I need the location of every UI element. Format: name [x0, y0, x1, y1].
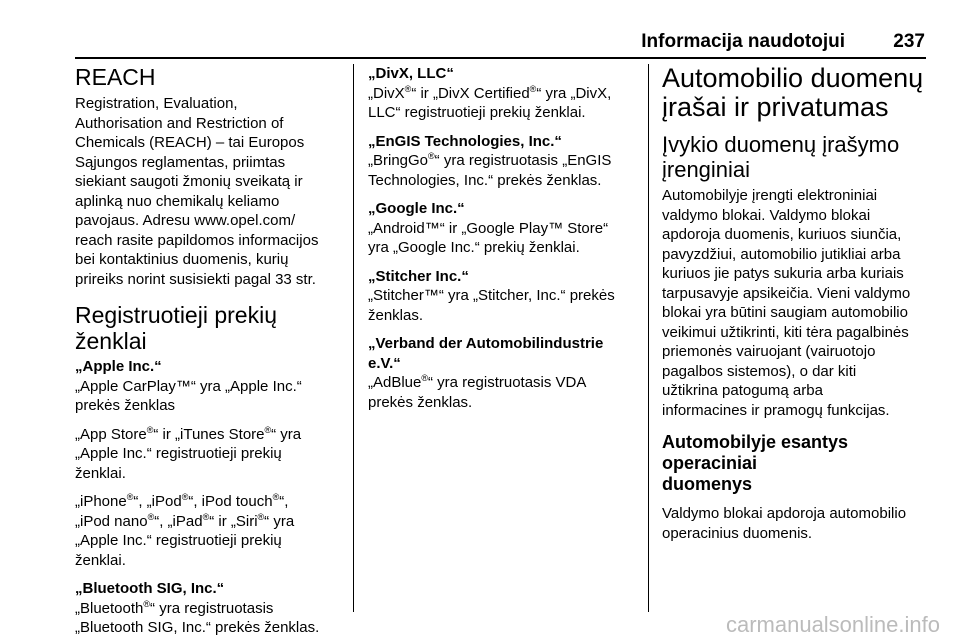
column-1 — [75, 64, 340, 638]
divx-heading: „DivX, LLC“ — [368, 65, 454, 82]
page-number: 237 — [893, 31, 925, 52]
text-line: „BringGo®“ yra registruotasis „EnGIS — [368, 151, 612, 169]
column-2 — [368, 64, 634, 412]
text-line: aplinką nuo chemikalų keliamo — [75, 192, 280, 210]
text-line: „Apple Inc.“ registruotieji prekių — [75, 445, 282, 462]
text-line: „Android™“ ir „Google Play™ Store“ — [368, 219, 609, 237]
text-line: „Apple CarPlay™“ yra „Apple Inc.“ — [75, 377, 302, 395]
text-line: „Bluetooth®“ yra registruotasis — [75, 598, 274, 617]
column-divider-2 — [648, 64, 649, 612]
text-line: Sąjungos reglamentas, priimtas — [75, 153, 286, 171]
text-line: Valdymo blokai apdoroja automobilio — [662, 505, 907, 522]
text-line: ženklai. — [75, 551, 126, 569]
header-title: Informacija naudotojui — [641, 31, 845, 52]
text-line: yra „Google Inc.“ prekių ženklai. — [368, 239, 580, 256]
column-divider-1 — [353, 64, 354, 612]
text-line: priemonės vairuojant (vairuotojo — [662, 343, 876, 360]
text-line: „DivX®“ ir „DivX Certified®“ yra „DivX, — [368, 83, 612, 102]
text-line: LLC“ registruotieji prekių ženklai. — [368, 104, 586, 121]
edr-body — [662, 186, 928, 420]
vda-heading-cont: e.V.“ — [368, 354, 401, 372]
reach-body — [75, 94, 340, 289]
text-line: „iPod nano®“, „iPad®“ ir „Siri®“ yra — [75, 511, 295, 530]
text-line: Automobilyje įrengti elektroniniai — [662, 187, 878, 204]
google-heading: „Google Inc.“ — [368, 200, 465, 217]
trademarks-heading: Registruotieji prekių ženklai — [75, 302, 277, 354]
stitcher-heading: „Stitcher Inc.“ — [368, 267, 469, 285]
bluetooth-heading: „Bluetooth SIG, Inc.“ — [75, 580, 225, 597]
header-divider — [75, 57, 926, 59]
text-line: užtikrina patogumą arba — [662, 382, 823, 399]
section-title — [662, 64, 928, 122]
subsection-title-line: Įvykio duomenų įrašymo — [662, 132, 900, 157]
text-line: ženklai. — [75, 464, 126, 482]
section-title-line: Automobilio duomenų — [662, 63, 924, 93]
text-line: Authorisation and Restriction of — [75, 114, 284, 132]
heading-line: duomenys — [662, 474, 753, 494]
text-line: operacinius duomenis. — [662, 524, 813, 542]
text-line: Registration, Evaluation, — [75, 95, 238, 112]
heading-line: Automobilyje esantys operaciniai — [662, 432, 849, 473]
text-line: bei kontaktinius duomenis, kurių — [75, 251, 289, 268]
text-line: „App Store®“ ir „iTunes Store®“ yra — [75, 424, 302, 443]
text-line: siekiant saugoti žmonių sveikatą ir — [75, 173, 303, 190]
text-line: valdymo blokai. Valdymo blokai — [662, 206, 871, 224]
text-line: kuriuos jie patys sukuria arba kuriais — [662, 265, 904, 282]
section-title-line: įrašai ir privatumas — [662, 92, 889, 122]
text-line: prireiks norint susisiekti pagal 33 str. — [75, 270, 316, 288]
column-3 — [662, 64, 928, 543]
text-line: pavojaus. Adresu www.opel.com/ — [75, 212, 296, 229]
engis-heading: „EnGIS Technologies, Inc.“ — [368, 132, 562, 150]
vda-heading: „Verband der Automobilindustrie — [368, 335, 604, 352]
text-line: „Apple Inc.“ registruotieji prekių — [75, 532, 282, 549]
apple-heading: „Apple Inc.“ — [75, 358, 162, 375]
text-line: pavyzdžiui, automobilio jutikliai arba — [662, 245, 901, 263]
text-line: blokai yra būtini saugiam automobilio — [662, 304, 908, 321]
text-line: prekės ženklas — [75, 397, 176, 414]
operational-data-heading — [662, 432, 928, 495]
text-line: informacines ir pramogų funkcijas. — [662, 401, 890, 419]
text-line: „Stitcher™“ yra „Stitcher, Inc.“ prekės — [368, 287, 615, 304]
subsection-title-line: įrenginiai — [662, 157, 751, 182]
text-line: pagalbos sistemos), o dar kiti — [662, 362, 857, 380]
subsection-title — [662, 132, 928, 182]
page-header — [75, 31, 925, 59]
text-line: tarpusavyje apsikeičia. Vieni valdymo — [662, 284, 911, 302]
text-line: prekės ženklas. — [368, 393, 473, 411]
watermark: carmanualsonline.info — [725, 612, 940, 637]
text-line: Technologies, Inc.“ prekės ženklas. — [368, 171, 602, 189]
text-line: veikimui užtikrinti, kiti tėra pagalbinės — [662, 323, 909, 341]
text-line: ženklas. — [368, 306, 424, 324]
text-line: apdoroja duomenis, kuriuos siunčia, — [662, 226, 902, 243]
text-line: Chemicals (REACH) – tai Europos — [75, 134, 305, 151]
text-line: reach rasite papildomos informacijos — [75, 231, 319, 249]
text-line: „AdBlue®“ yra registruotasis VDA — [368, 373, 587, 391]
reach-heading: REACH — [75, 64, 156, 90]
text-line: „iPhone®“, „iPod®“, iPod touch®“, — [75, 492, 289, 510]
text-line: „Bluetooth SIG, Inc.“ prekės ženklas. — [75, 619, 320, 636]
